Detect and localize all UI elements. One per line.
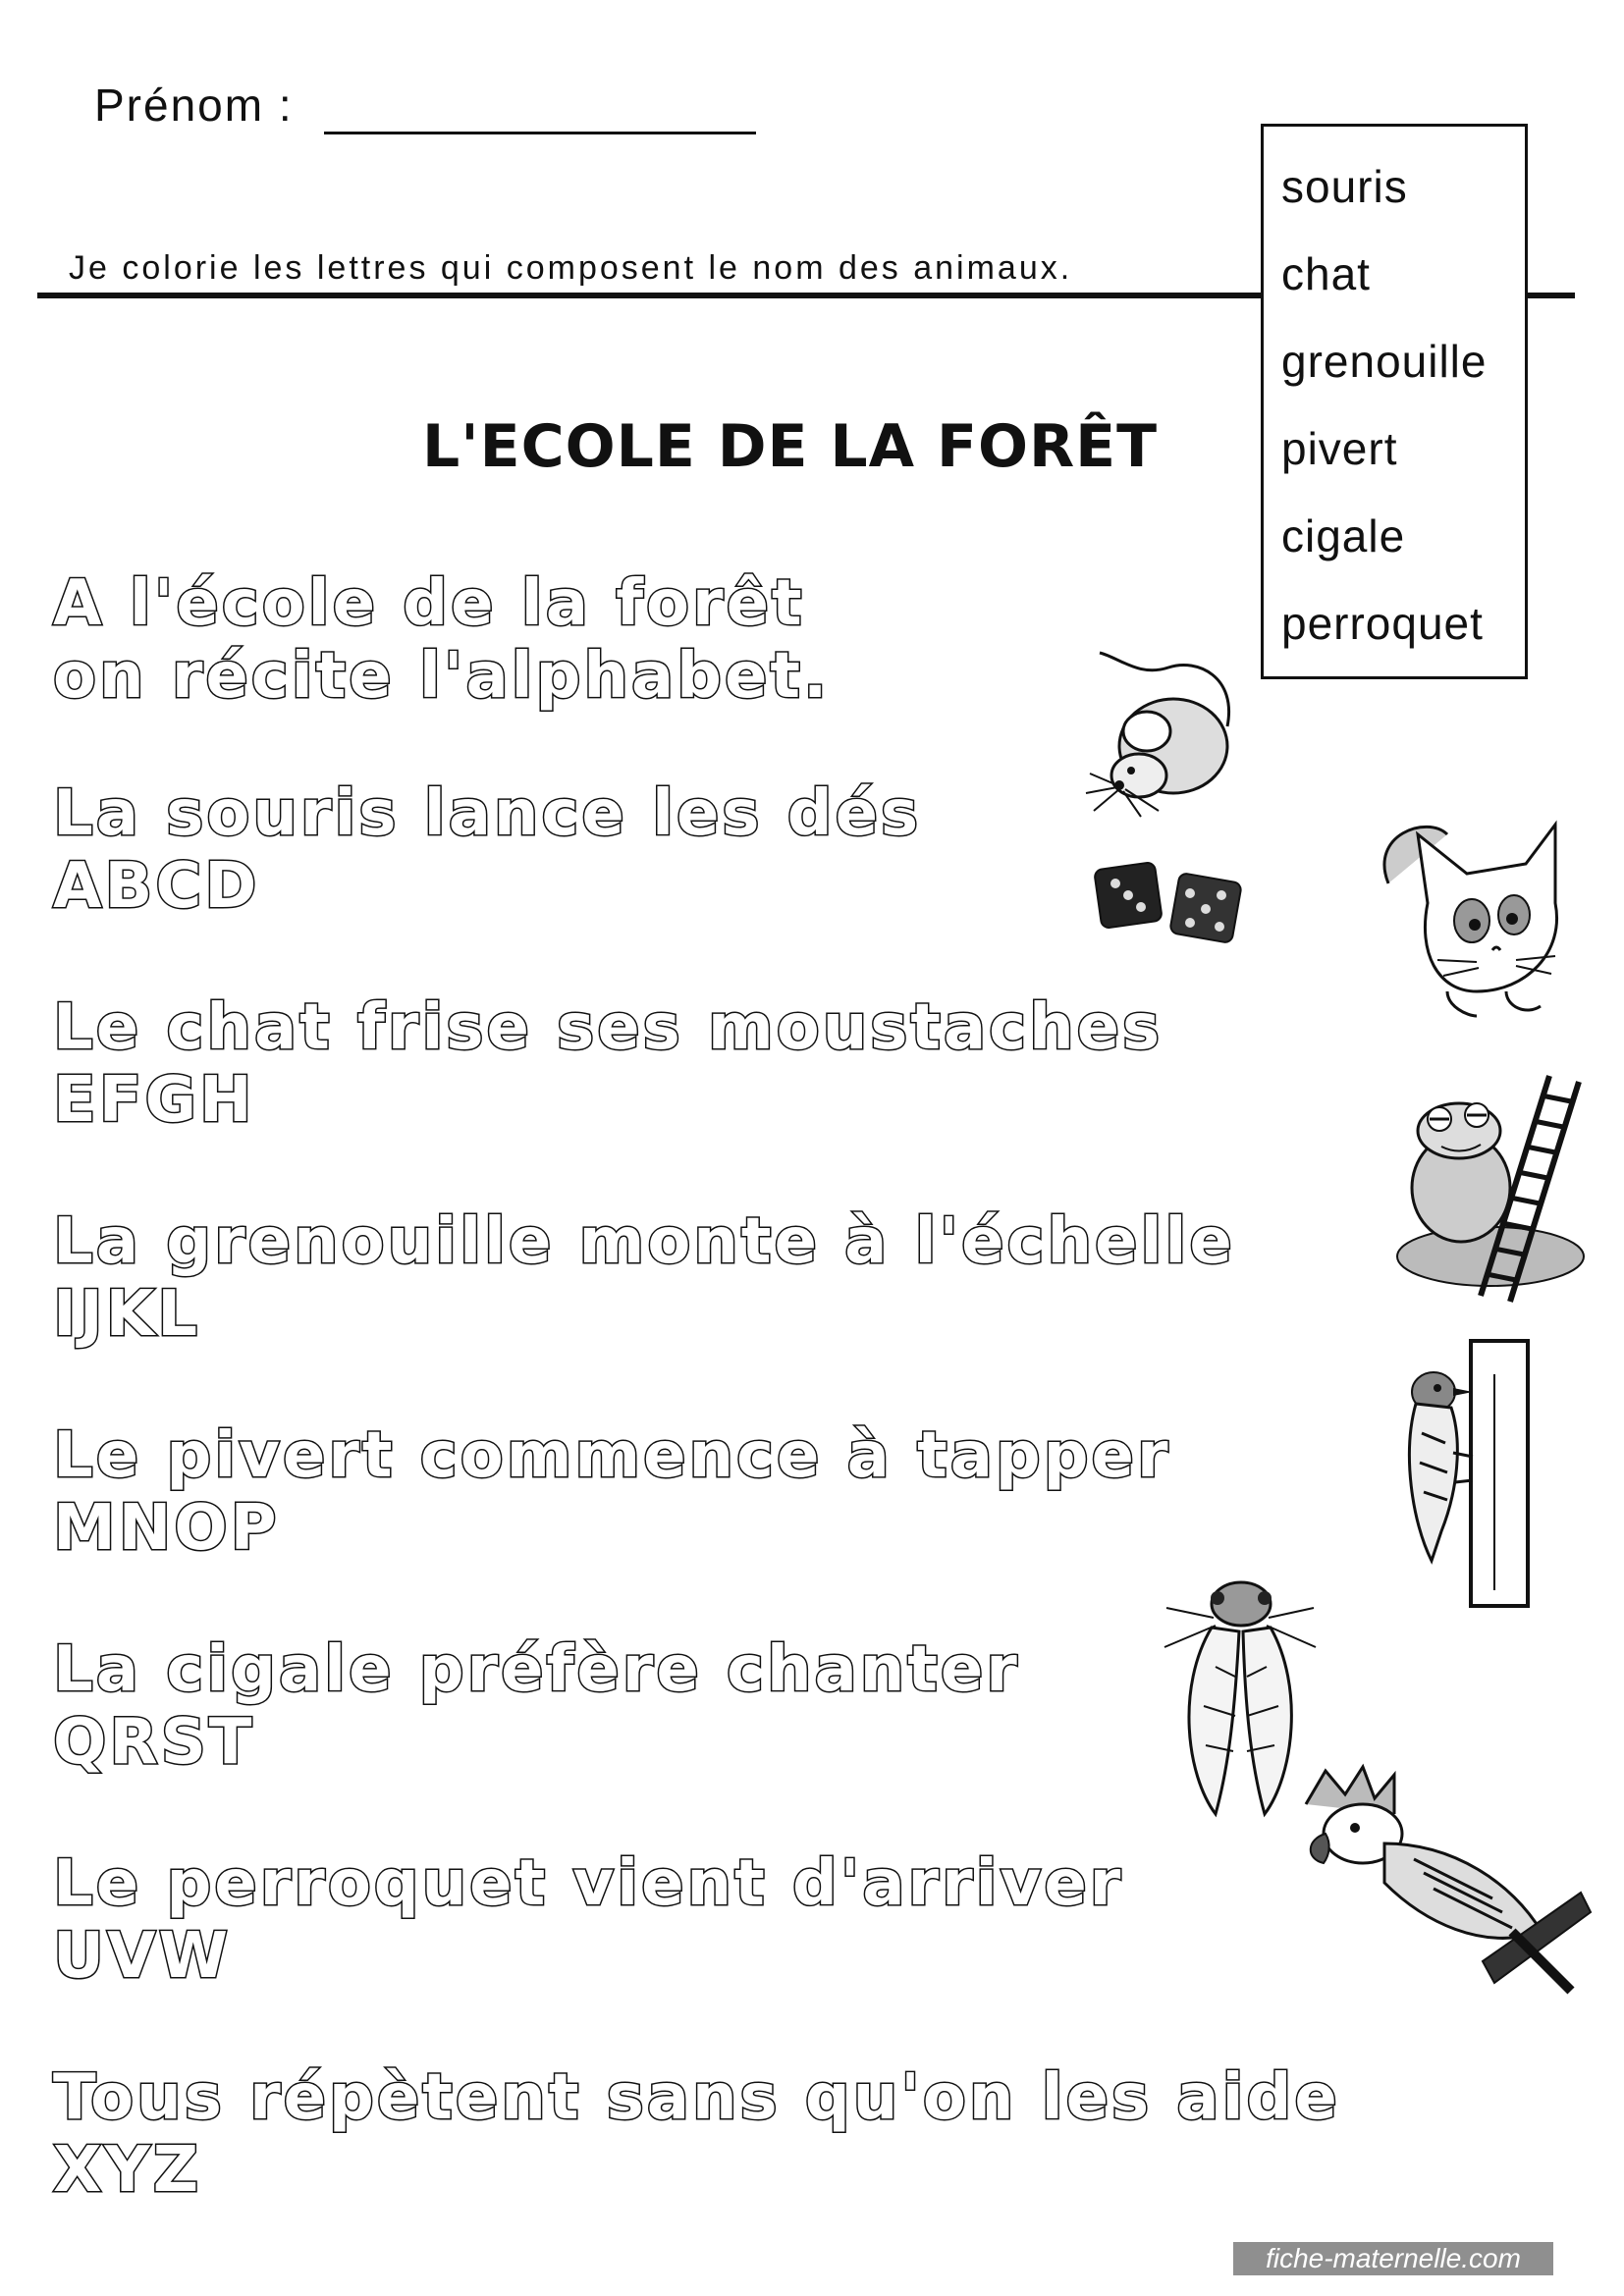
animal-word-list — [1261, 124, 1528, 679]
prenom-write-line[interactable] — [324, 132, 756, 134]
word-grenouille: grenouille — [1281, 336, 1488, 387]
poem-line-2[interactable]: on récite l'alphabet. — [53, 640, 831, 713]
word-pivert: pivert — [1281, 423, 1398, 474]
woodpecker-icon — [1392, 1335, 1579, 1610]
poem-letters-efgh[interactable]: EFGH — [53, 1064, 255, 1137]
poem-line-15[interactable]: Tous répètent sans qu'on les aide — [53, 2061, 1340, 2134]
frog-ladder-icon — [1392, 1070, 1589, 1306]
poem-line-11[interactable]: La cigale préfère chanter — [53, 1633, 1020, 1706]
poem-letters-xyz[interactable]: XYZ — [53, 2134, 202, 2207]
poem-line-13[interactable]: Le perroquet vient d'arriver — [53, 1847, 1124, 1920]
word-souris: souris — [1281, 161, 1408, 212]
dice-icon — [1092, 852, 1249, 950]
poem-letters-abcd[interactable]: ABCD — [53, 850, 260, 923]
page-title: L'ECOLE DE LA FORÊT — [422, 412, 1159, 481]
poem-line-1[interactable]: A l'école de la forêt — [53, 567, 805, 640]
poem-line-9[interactable]: Le pivert commence à tapper — [53, 1419, 1171, 1492]
word-cigale: cigale — [1281, 510, 1406, 561]
word-perroquet: perroquet — [1281, 598, 1484, 649]
poem-letters-qrst[interactable]: QRST — [53, 1706, 255, 1779]
cat-icon — [1359, 795, 1585, 1021]
mouse-icon — [1080, 638, 1257, 834]
word-chat: chat — [1281, 248, 1371, 299]
poem-letters-ijkl[interactable]: IJKL — [53, 1278, 200, 1351]
poem-line-3[interactable]: La souris lance les dés — [53, 777, 922, 850]
poem-line-7[interactable]: La grenouille monte à l'échelle — [53, 1205, 1235, 1278]
parrot-icon — [1286, 1765, 1591, 2001]
prenom-label: Prénom : — [94, 80, 294, 131]
poem-line-5[interactable]: Le chat frise ses moustaches — [53, 991, 1164, 1064]
site-credit: fiche-maternelle.com — [1233, 2242, 1553, 2275]
poem-letters-uvw[interactable]: UVW — [53, 1920, 232, 1993]
instruction-text: Je colorie les lettres qui composent le nom des animaux. — [69, 249, 1073, 287]
poem-letters-mnop[interactable]: MNOP — [53, 1492, 280, 1565]
